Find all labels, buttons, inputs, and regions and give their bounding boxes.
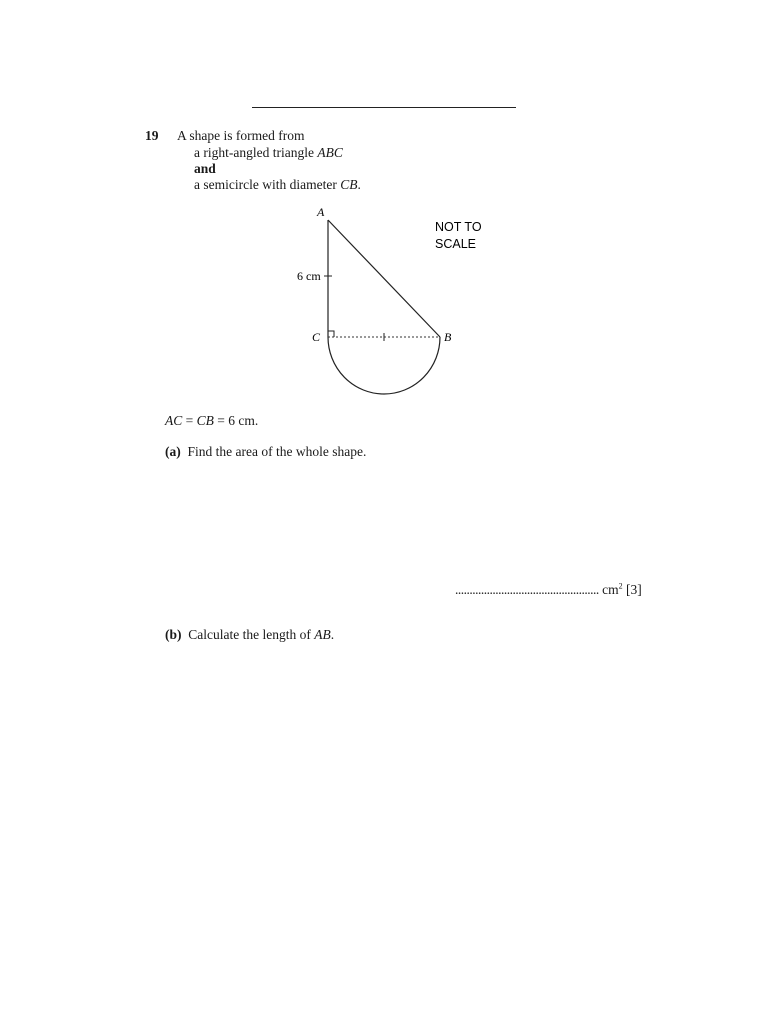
not-to-scale-line2: SCALE (435, 237, 476, 251)
question-intro: A shape is formed from (177, 128, 305, 143)
part-a-answer-line[interactable] (455, 582, 642, 598)
answer-dots[interactable]: .................................................. (455, 582, 599, 597)
part-a-text: Find the area of the whole shape. (187, 444, 367, 459)
semicircle (328, 337, 440, 394)
question-line-and: and (194, 161, 216, 176)
part-b-question: (b) Calculate the length of AB. (165, 627, 335, 642)
label-c: C (312, 330, 321, 344)
question-number: 19 (145, 128, 159, 143)
given-statement: AC = CB = 6 cm. (165, 413, 259, 428)
answer-unit: $cm^2$ (602, 581, 623, 597)
question-line-triangle: a right-angled triangle ABC (194, 145, 343, 160)
label-a: A (317, 205, 325, 219)
not-to-scale-line1: NOT TO (435, 220, 482, 234)
marks: [3] (626, 582, 642, 597)
label-b: B (444, 330, 452, 344)
part-a-question (165, 444, 366, 460)
right-angle-mark (328, 331, 334, 337)
part-b-label: (b) (165, 627, 182, 642)
part-a-label: (a) (165, 444, 181, 459)
side-ab (328, 220, 440, 337)
question-line-semicircle: a semicircle with diameter CB. (194, 177, 361, 192)
side-length-label: 6 cm (297, 269, 321, 283)
